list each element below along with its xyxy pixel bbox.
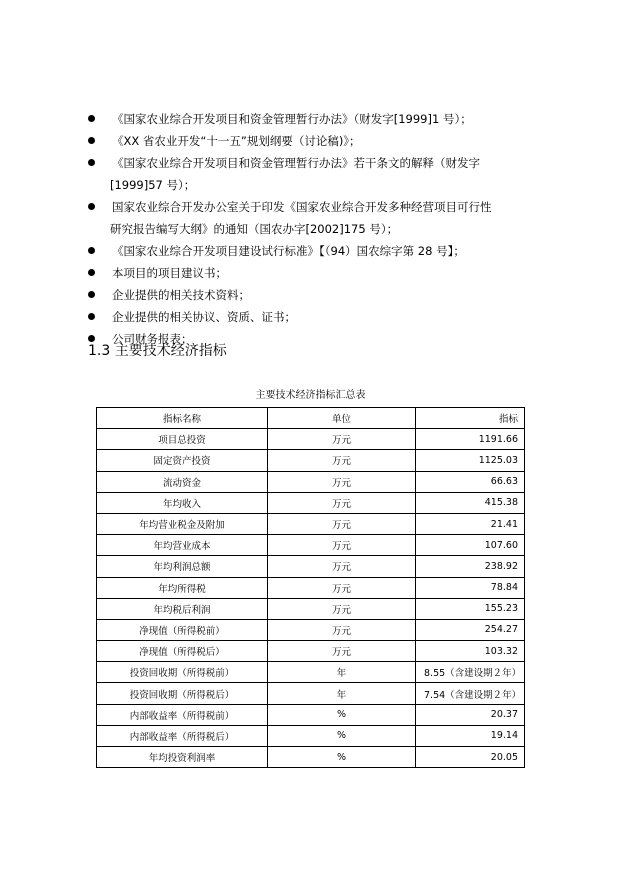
cell-value: 20.05 — [416, 747, 525, 768]
list-item — [88, 196, 528, 240]
bullet-icon — [88, 159, 95, 166]
table-header-row — [97, 408, 525, 429]
header-value: 指标 — [416, 408, 525, 429]
cell-unit: 万元 — [268, 450, 416, 471]
bullet-icon — [88, 137, 95, 144]
table-row — [97, 747, 525, 768]
list-item — [88, 108, 528, 130]
cell-value: 103.32 — [416, 641, 525, 662]
cell-unit: 万元 — [268, 513, 416, 534]
table-row — [97, 450, 525, 471]
cell-indicator-name: 投资回收期（所得税前） — [97, 662, 268, 683]
list-item-text: 研究报告编写大纲》的通知（国农办字[2002]175 号）； — [110, 222, 399, 236]
table-row — [97, 471, 525, 492]
cell-indicator-name: 净现值（所得税后） — [97, 641, 268, 662]
list-item — [88, 306, 528, 328]
cell-indicator-name: 项目总投资 — [97, 429, 268, 450]
list-item-text: 《国家农业综合开发项目建设试行标准》【（94）国农综字第 28 号】； — [112, 244, 465, 258]
list-item-text: 《国家农业综合开发项目和资金管理暂行办法》若干条文的解释（财发字 — [112, 156, 480, 170]
cell-unit: 年 — [268, 662, 416, 683]
table-row — [97, 619, 525, 640]
cell-indicator-name: 固定资产投资 — [97, 450, 268, 471]
list-item — [88, 284, 528, 306]
cell-unit: 万元 — [268, 619, 416, 640]
cell-unit: % — [268, 747, 416, 768]
cell-value: 415.38 — [416, 492, 525, 513]
cell-value: 238.92 — [416, 556, 525, 577]
bullet-icon — [88, 247, 95, 254]
cell-indicator-name: 年均收入 — [97, 492, 268, 513]
cell-indicator-name: 年均所得税 — [97, 577, 268, 598]
cell-indicator-name: 流动资金 — [97, 471, 268, 492]
table-row — [97, 535, 525, 556]
cell-unit: 万元 — [268, 577, 416, 598]
header-unit: 单位 — [268, 408, 416, 429]
bullet-icon — [88, 269, 95, 276]
table-row — [97, 704, 525, 725]
cell-value: 21.41 — [416, 513, 525, 534]
cell-value: 1191.66 — [416, 429, 525, 450]
cell-indicator-name: 年均营业成本 — [97, 535, 268, 556]
cell-value: 19.14 — [416, 725, 525, 746]
table-row — [97, 577, 525, 598]
reference-list — [88, 108, 528, 350]
cell-indicator-name: 年均投资利润率 — [97, 747, 268, 768]
cell-value: 107.60 — [416, 535, 525, 556]
list-item-text: 公司财务报表； — [112, 332, 193, 346]
bullet-icon — [88, 291, 95, 298]
table-row — [97, 492, 525, 513]
section-heading: 1.3 主要技术经济指标 — [88, 343, 227, 359]
table-row — [97, 683, 525, 704]
table-row — [97, 556, 525, 577]
header-indicator-name: 指标名称 — [97, 408, 268, 429]
list-item — [88, 240, 528, 262]
cell-value: 8.55（含建设期２年） — [416, 662, 525, 683]
list-item-text: 《XX 省农业开发“十一五”规划纲要（讨论稿)》； — [112, 134, 361, 148]
cell-indicator-name: 年均利润总额 — [97, 556, 268, 577]
cell-value: 78.84 — [416, 577, 525, 598]
cell-value: 7.54（含建设期２年） — [416, 683, 525, 704]
cell-value: 254.27 — [416, 619, 525, 640]
list-item-text: 企业提供的相关技术资料； — [112, 288, 250, 302]
list-item — [88, 152, 528, 196]
cell-unit: % — [268, 704, 416, 725]
cell-indicator-name: 内部收益率（所得税后） — [97, 725, 268, 746]
table-row — [97, 513, 525, 534]
cell-unit: 万元 — [268, 641, 416, 662]
table-row — [97, 598, 525, 619]
cell-indicator-name: 投资回收期（所得税后） — [97, 683, 268, 704]
table-row — [97, 725, 525, 746]
cell-unit: 年 — [268, 683, 416, 704]
cell-value: 20.37 — [416, 704, 525, 725]
list-item — [88, 262, 528, 284]
table-row — [97, 662, 525, 683]
table-row — [97, 641, 525, 662]
bullet-icon — [88, 115, 95, 122]
table-row — [97, 429, 525, 450]
cell-unit: 万元 — [268, 535, 416, 556]
list-item-text: [1999]57 号）； — [110, 178, 196, 192]
table-caption: 主要技术经济指标汇总表 — [255, 390, 366, 401]
cell-unit: 万元 — [268, 556, 416, 577]
cell-indicator-name: 年均税后利润 — [97, 598, 268, 619]
list-item-text: 本项目的项目建议书； — [112, 266, 227, 280]
cell-indicator-name: 年均营业税金及附加 — [97, 513, 268, 534]
cell-indicator-name: 内部收益率（所得税前） — [97, 704, 268, 725]
cell-unit: % — [268, 725, 416, 746]
list-item-text: 《国家农业综合开发项目和资金管理暂行办法》（财发字[1999]1 号）； — [112, 112, 472, 126]
list-item-text: 国家农业综合开发办公室关于印发《国家农业综合开发多种经营项目可行性 — [112, 200, 492, 214]
cell-value: 66.63 — [416, 471, 525, 492]
cell-unit: 万元 — [268, 471, 416, 492]
cell-value: 1125.03 — [416, 450, 525, 471]
bullet-icon — [88, 313, 95, 320]
cell-unit: 万元 — [268, 598, 416, 619]
cell-unit: 万元 — [268, 429, 416, 450]
list-item — [88, 130, 528, 152]
cell-indicator-name: 净现值（所得税前） — [97, 619, 268, 640]
cell-unit: 万元 — [268, 492, 416, 513]
list-item-text: 企业提供的相关协议、资质、证书； — [112, 310, 296, 324]
indicator-table — [96, 407, 525, 768]
bullet-icon — [88, 203, 95, 210]
cell-value: 155.23 — [416, 598, 525, 619]
